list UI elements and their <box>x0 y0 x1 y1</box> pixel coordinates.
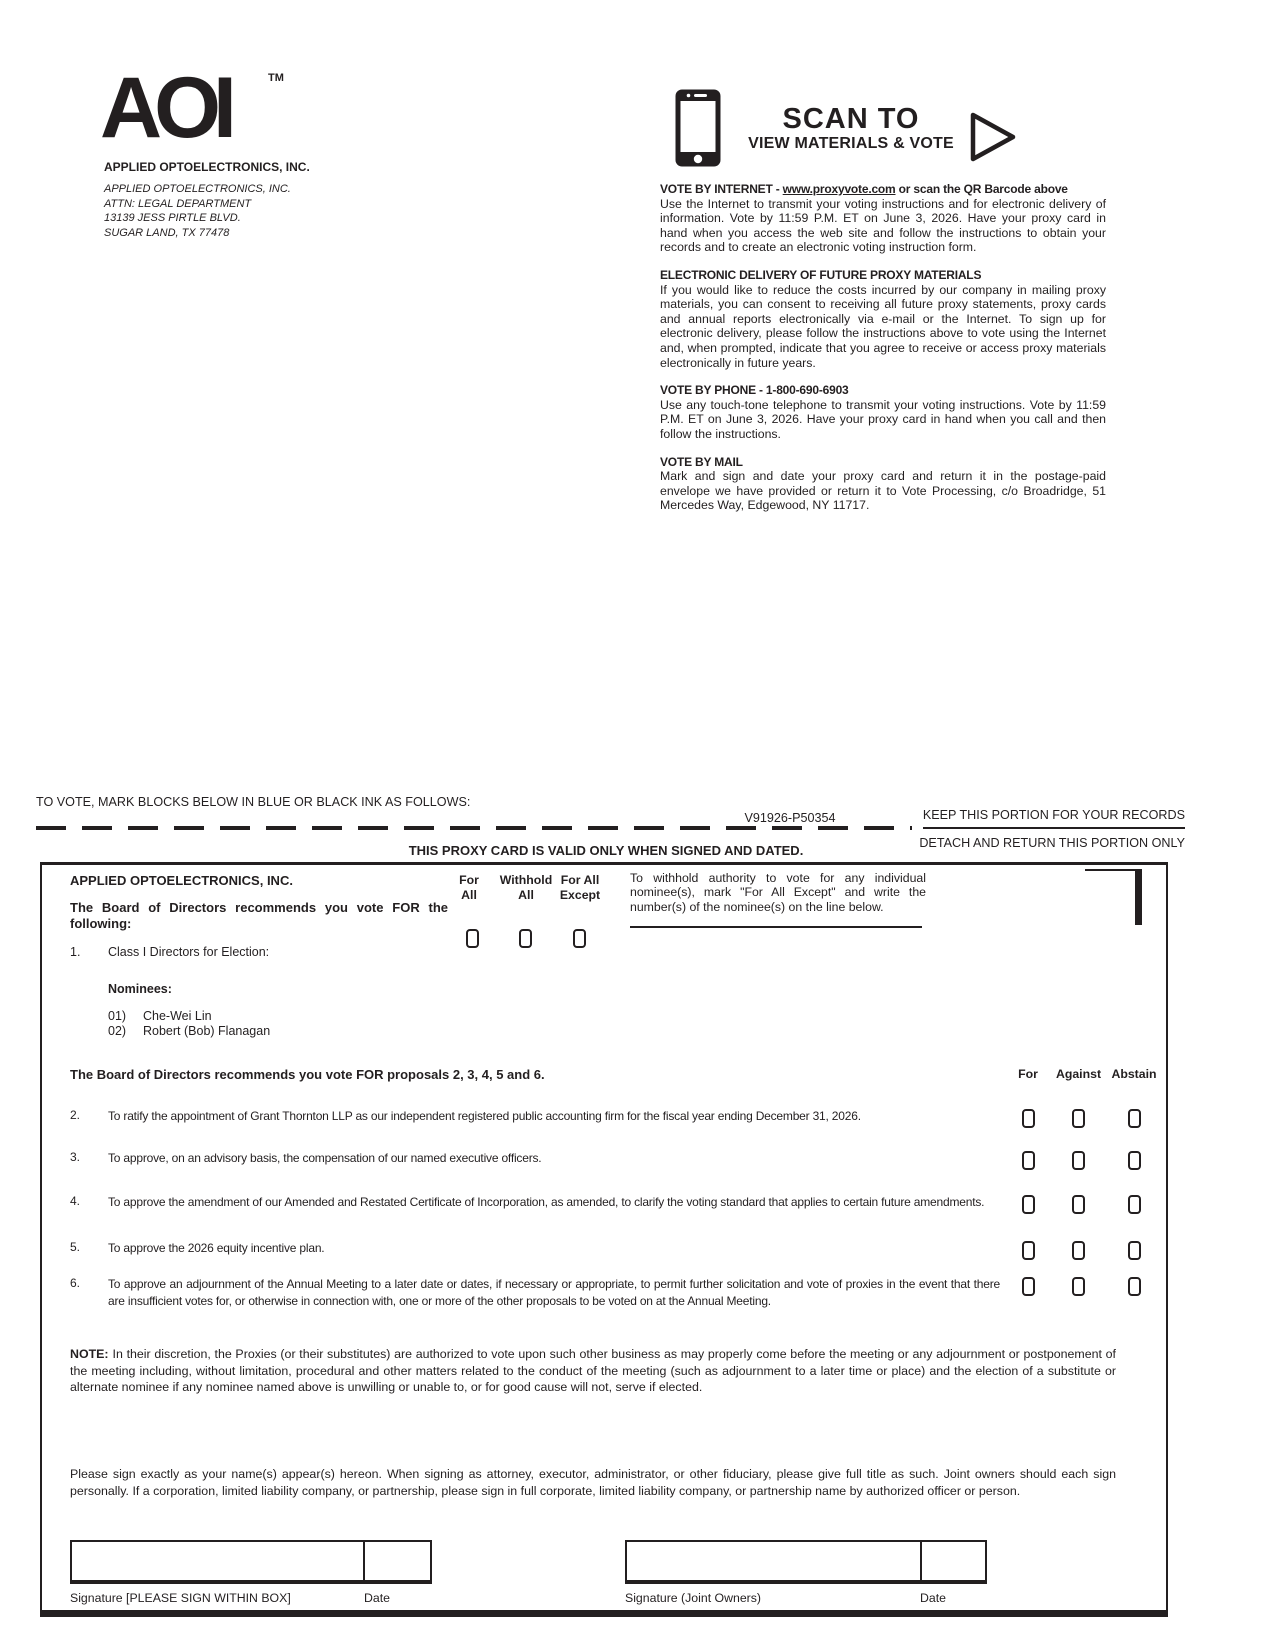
note-body: In their discretion, the Proxies (or their substitutes) are authorized to vote upon such other business as may properly come before the meeting or any adjournment or postponement of the meeting including, without limitation, procedural and other matters related to the conduct of the meeting (such as adjournment to a later time or place) and the election of a substitute or alternate nominee if any nominee named above is unwilling or unable to, or for good cause will not, serve if elected. <box>70 1347 1116 1394</box>
corner-registration-mark <box>1085 869 1142 925</box>
nominee-row <box>42 1024 1166 1039</box>
column-header-against: Against <box>1055 1067 1102 1081</box>
vote-by-mail-title: VOTE BY MAIL <box>660 454 743 469</box>
withhold-all-checkbox[interactable] <box>519 929 532 948</box>
column-header-line: Except <box>559 887 601 902</box>
column-header-abstain: Abstain <box>1111 1067 1157 1081</box>
column-header-line: All <box>518 887 534 902</box>
ballot-card <box>40 862 1168 1617</box>
vote-by-phone-section <box>660 383 1106 441</box>
for-all-checkbox[interactable] <box>466 929 479 948</box>
mailing-address <box>104 182 291 240</box>
electronic-delivery-title: ELECTRONIC DELIVERY OF FUTURE PROXY MATERIALS <box>660 267 982 282</box>
keep-portion-label: KEEP THIS PORTION FOR YOUR RECORDS <box>923 808 1185 829</box>
discretion-note <box>70 1346 1116 1396</box>
for-all-except-checkbox[interactable] <box>573 929 586 948</box>
proposal-5-against-checkbox[interactable] <box>1072 1241 1085 1260</box>
proposal-2-abstain-checkbox[interactable] <box>1128 1109 1141 1128</box>
vote-by-internet-prefix: VOTE BY INTERNET - <box>660 182 783 196</box>
note-label: NOTE: <box>70 1347 109 1361</box>
logo-company-name: APPLIED OPTOELECTRONICS, INC. <box>104 160 310 174</box>
proposal-3-against-checkbox[interactable] <box>1072 1151 1085 1170</box>
corner-registration-bar <box>1135 871 1142 925</box>
nominee-number: 01) <box>108 1009 127 1023</box>
scan-to-label: SCAN TO <box>782 103 920 135</box>
nominees-label: Nominees: <box>108 982 172 996</box>
primary-signature-label: Signature [PLEASE SIGN WITHIN BOX] <box>70 1591 291 1605</box>
vote-by-mail-body: Mark and sign and date your proxy card and return it in the postage-paid envelope we have provided or return it to Vote Processing, c/o Broadridge, 51 Mercedes Way, Edgewood, NY 11717. <box>660 469 1106 513</box>
vote-by-phone-body: Use any touch-tone telephone to transmit your voting instructions. Vote by 11:59 P.M. ET on June 3, 2026. Have your proxy card in hand when you call and then follow the instructions. <box>660 397 1106 441</box>
proposal-4-abstain-checkbox[interactable] <box>1128 1195 1141 1214</box>
vote-by-internet-body: Use the Internet to transmit your voting instructions and for electronic delivery of information. Vote by 11:59 P.M. ET on June 3, 2026. Have your proxy card in hand when you access the web site and follow the instructions to obtain your records and to create an electronic voting instruction form. <box>660 196 1106 255</box>
nominee-row <box>42 1009 1166 1024</box>
proposal-text: To approve, on an advisory basis, the compensation of our named executive officers. <box>108 1151 542 1165</box>
proposal-number: 5. <box>70 1240 81 1254</box>
proposal-2-against-checkbox[interactable] <box>1072 1109 1085 1128</box>
proposal-3-for-checkbox[interactable] <box>1022 1151 1035 1170</box>
proposal-number: 6. <box>70 1276 81 1290</box>
scan-to-vote-heading <box>733 104 969 153</box>
vote-by-internet-suffix: or scan the QR Barcode above <box>895 182 1068 196</box>
column-header-line: Withhold <box>499 873 553 887</box>
column-header-line: For <box>459 873 479 887</box>
joint-signature-label: Signature (Joint Owners) <box>625 1591 762 1605</box>
proposal-6-for-checkbox[interactable] <box>1022 1277 1035 1296</box>
proposal-1-text: Class I Directors for Election: <box>108 945 270 959</box>
electronic-delivery-section <box>660 268 1106 370</box>
proposal-text: To approve the amendment of our Amended and Restated Certificate of Incorporation, as amended, to clarify the voting standard that applies to certain future amendments. <box>108 1195 985 1209</box>
nominee-name: Che-Wei Lin <box>143 1009 212 1023</box>
primary-signature-box[interactable] <box>70 1540 432 1584</box>
proposal-6-against-checkbox[interactable] <box>1072 1277 1085 1296</box>
proposal-6-abstain-checkbox[interactable] <box>1128 1277 1141 1296</box>
vote-by-mail-section <box>660 455 1106 513</box>
column-header-line: For All <box>560 873 600 887</box>
column-header-for-all-except <box>548 873 612 902</box>
view-materials-vote-label: VIEW MATERIALS & VOTE <box>748 135 954 152</box>
proposal-number: 4. <box>70 1194 81 1208</box>
column-header-for-all <box>444 873 494 902</box>
signature-date-divider <box>920 1542 922 1580</box>
arrow-triangle-icon <box>968 110 1018 169</box>
proxyvote-link[interactable]: www.proxyvote.com <box>782 182 896 196</box>
for-all-except-write-in-line[interactable] <box>630 926 922 928</box>
vote-by-internet-section <box>660 182 1106 255</box>
detach-portion-label: DETACH AND RETURN THIS PORTION ONLY <box>919 836 1185 850</box>
proposal-2-for-checkbox[interactable] <box>1022 1109 1035 1128</box>
proposal-text: To ratify the appointment of Grant Thornton LLP as our independent registered public accounting firm for the fiscal year ending December 31, 2026. <box>108 1109 861 1123</box>
proposal-5-abstain-checkbox[interactable] <box>1128 1241 1141 1260</box>
proposal-text: To approve the 2026 equity incentive plan. <box>108 1241 325 1255</box>
proposal-1-number: 1. <box>70 945 81 959</box>
proposal-number: 2. <box>70 1108 81 1122</box>
nominee-name: Robert (Bob) Flanagan <box>143 1024 271 1038</box>
column-header-for: For <box>1018 1067 1038 1081</box>
smartphone-icon <box>674 88 722 173</box>
signature-date-divider <box>363 1542 365 1580</box>
valid-when-signed-note: THIS PROXY CARD IS VALID ONLY WHEN SIGNED AND DATED. <box>408 843 804 858</box>
nominee-number: 02) <box>108 1024 127 1038</box>
vote-by-phone-title: VOTE BY PHONE - 1-800-690-6903 <box>660 383 849 398</box>
board-recommendation-1: The Board of Directors recommends you vote FOR the following: <box>70 900 448 931</box>
proposal-3-abstain-checkbox[interactable] <box>1128 1151 1141 1170</box>
proposal-5-for-checkbox[interactable] <box>1022 1241 1035 1260</box>
board-recommendation-2: The Board of Directors recommends you vote FOR proposals 2, 3, 4, 5 and 6. <box>70 1067 545 1082</box>
joint-date-label: Date <box>920 1591 946 1605</box>
signature-instructions: Please sign exactly as your name(s) appear(s) hereon. When signing as attorney, executor, administrator, or other fiduciary, please give full title as such. Joint owners should each sign personally. If a corporation, limited liability company, or partnership, please sign in full corporate, limited liability company, or partnership name by authorized officer or person. <box>70 1467 1116 1498</box>
trademark-symbol: TM <box>268 72 284 84</box>
proposal-4-for-checkbox[interactable] <box>1022 1195 1035 1214</box>
column-header-line: All <box>461 887 477 902</box>
detach-perforation-line <box>36 826 912 830</box>
proposal-text: To approve an adjournment of the Annual Meeting to a later date or dates, if necessary or appropriate, to permit further solicitation and vote of proxies in the event that there are insufficient votes for, or otherwise in connection with, one or more of the other proposals to be voted on at the Annual Meeting. <box>108 1277 1000 1308</box>
proposal-number: 3. <box>70 1150 81 1164</box>
ballot-company-name: APPLIED OPTOELECTRONICS, INC. <box>70 873 293 888</box>
joint-signature-box[interactable] <box>625 1540 987 1584</box>
address-line: ATTN: LEGAL DEPARTMENT <box>104 197 252 210</box>
mark-blocks-instruction: TO VOTE, MARK BLOCKS BELOW IN BLUE OR BLACK INK AS FOLLOWS: <box>36 795 471 809</box>
vote-methods-instructions <box>660 182 1106 526</box>
vote-by-internet-title <box>660 182 1106 197</box>
control-number: V91926-P50354 <box>744 811 836 825</box>
address-line: SUGAR LAND, TX 77478 <box>104 226 230 239</box>
proposal-4-against-checkbox[interactable] <box>1072 1195 1085 1214</box>
address-line: APPLIED OPTOELECTRONICS, INC. <box>104 183 291 195</box>
address-line: 13139 JESS PIRTLE BLVD. <box>104 212 241 224</box>
primary-date-label: Date <box>364 1591 390 1605</box>
company-logo: AOI <box>100 60 229 156</box>
electronic-delivery-body: If you would like to reduce the costs incurred by our company in mailing proxy materials, you can consent to receiving all future proxy statements, proxy cards and annual reports electronically via e-mail or the Internet. To sign up for electronic delivery, please follow the instructions above to vote using the Internet and, when prompted, indicate that you agree to receive or access proxy materials electronically in future years. <box>660 282 1106 370</box>
withhold-authority-note: To withhold authority to vote for any individual nominee(s), mark "For All Except" and write the number(s) of the nominee(s) on the line below. <box>630 871 926 914</box>
